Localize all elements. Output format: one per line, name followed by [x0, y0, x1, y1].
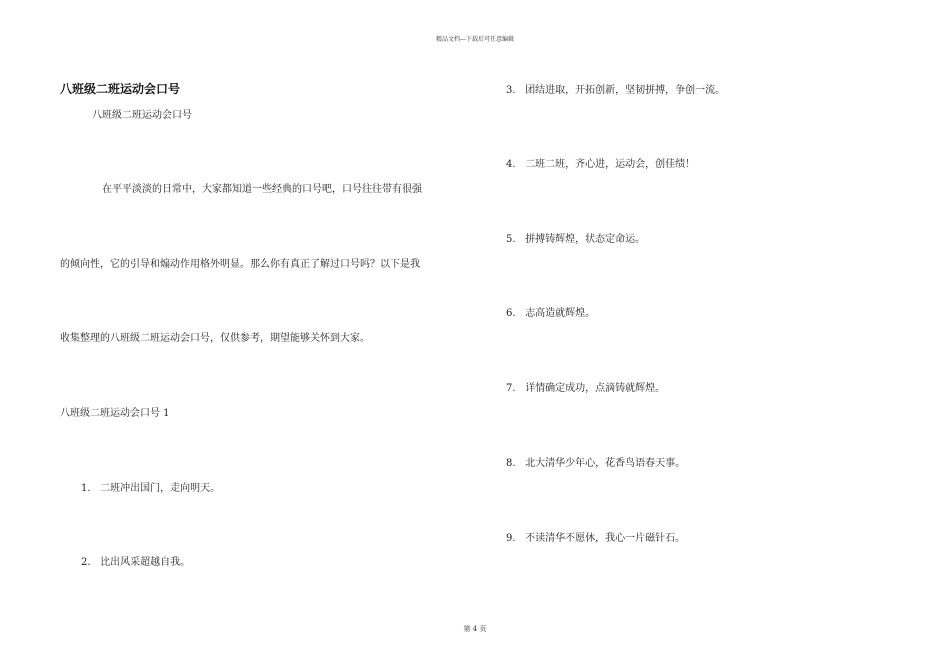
slogan-item-9: [506, 529, 685, 544]
slogan-item-4: [506, 155, 695, 170]
slogan-text: 比出风采超越自我。: [100, 557, 191, 568]
slogan-item-3: [506, 81, 725, 96]
slogan-text: 志高造就辉煌。: [525, 308, 596, 319]
slogan-number: 6.: [506, 308, 516, 319]
slogan-number: 8.: [506, 458, 516, 469]
section-heading: 八班级二班运动会口号 1: [60, 408, 170, 419]
intro-line-3: 收集整理的八班级二班运动会口号，仅供参考，期望能够关怀到大家。: [60, 333, 370, 344]
slogan-text: 二班冲出国门，走向明天。: [100, 483, 221, 494]
slogan-text: 详情确定成功，点滴铸就辉煌。: [525, 383, 666, 394]
slogan-number: 7.: [506, 383, 516, 394]
slogan-number: 4.: [506, 159, 516, 170]
slogan-number: 5.: [506, 234, 516, 245]
slogan-text: 不读清华不愿休，我心一片磁针石。: [525, 533, 686, 544]
slogan-text: 团结进取，开拓创新，坚韧拼搏，争创一流。: [525, 85, 726, 96]
slogan-item-2: [81, 553, 190, 568]
slogan-text: 二班二班，齐心进，运动会，创佳绩！: [525, 159, 696, 170]
slogan-number: 3.: [506, 85, 516, 96]
slogan-text: 拼搏铸辉煌，状态定命运。: [525, 234, 646, 245]
slogan-number: 9.: [506, 533, 516, 544]
slogan-item-8: [506, 454, 685, 469]
slogan-item-7: [506, 379, 665, 394]
slogan-item-6: [506, 304, 595, 319]
slogan-number: 1.: [81, 483, 91, 494]
slogan-number: 2.: [81, 557, 91, 568]
document-title: 八班级二班运动会口号: [60, 82, 181, 96]
slogan-item-1: [81, 479, 220, 494]
page-number: 第 4 页: [463, 625, 487, 633]
slogan-text: 北大清华少年心，花香鸟语春天事。: [525, 458, 686, 469]
document-subtitle: 八班级二班运动会口号: [92, 110, 192, 121]
slogan-item-5: [506, 230, 645, 245]
intro-line-2: 的倾向性，它的引导和煽动作用格外明显。那么你有真正了解过口号吗？以下是我: [60, 259, 420, 270]
page-header: 精品文档---下载后可任意编辑: [435, 36, 515, 43]
intro-line-1: 在平平淡淡的日常中，大家都知道一些经典的口号吧，口号往往带有很强: [102, 184, 422, 195]
